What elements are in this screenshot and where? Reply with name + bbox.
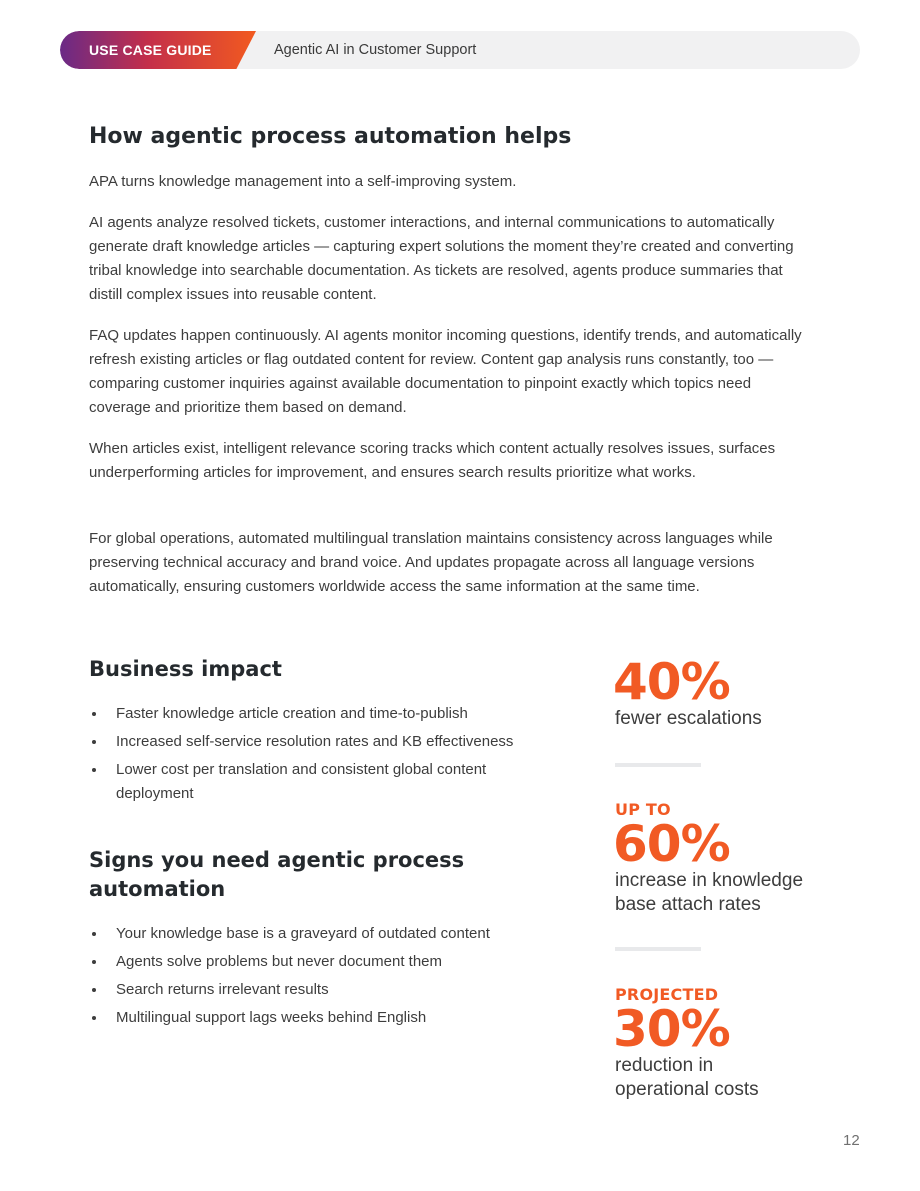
list-item: Multilingual support lags weeks behind English [89,1006,569,1030]
header-bar [60,31,860,69]
section-heading-apa: How agentic process automation helps [89,124,572,149]
paragraph-articles: AI agents analyze resolved tickets, customer interactions, and internal communications to automatically generate draft knowledge articles — capturing expert solutions the moment they’re created and converting tribal knowledge into searchable documentation. As tickets are resolved, agents produce summaries that distill complex issues into reusable content. [89,214,794,303]
list-item: Lower cost per translation and consistent global content deployment [89,758,549,806]
section-heading-impact: Business impact [89,657,282,681]
list-item: Faster knowledge article creation and time-to-publish [89,702,569,726]
signs-list [89,922,569,1034]
stat-value-attach: 60% [613,815,730,873]
list-item: Your knowledge base is a graveyard of outdated content [89,922,569,946]
paragraph-relevance: When articles exist, intelligent relevance scoring tracks which content actually resolves issues, surfaces underperforming articles for improvement, and ensures search results prioritize what works. [89,440,776,481]
guide-tag-label: USE CASE GUIDE [89,42,212,58]
stat-description-costs: reduction in operational costs [615,1055,759,1100]
impact-list [89,702,569,810]
section-heading-signs: Signs you need agentic process automation [89,848,465,901]
paragraph-faq: FAQ updates happen continuously. AI agents monitor incoming questions, identify trends, and automatically refresh existing articles or flag outdated content for review. Content gap analysis runs constantly, too — comparing customer inquiries against available documentation to pinpoint exactly which topics need coverage and prioritize them based on demand. [89,327,802,416]
stat-prefix-costs: PROJECTED [615,985,719,1004]
list-item: Increased self-service resolution rates and KB effectiveness [89,730,569,754]
stat-prefix-attach: UP TO [615,800,671,819]
paragraph-intro: APA turns knowledge management into a self-improving system. [89,173,517,190]
stat-value-escalations: 40% [613,653,730,711]
document-title: Agentic AI in Customer Support [274,42,477,58]
stat-description-escalations: fewer escalations [615,708,762,729]
stat-divider [615,947,701,951]
page-number: 12 [843,1132,860,1149]
stat-description-attach: increase in knowledge base attach rates [615,870,804,915]
list-item: Agents solve problems but never document them [89,950,569,974]
stat-divider [615,763,701,767]
stat-value-costs: 30% [613,1000,730,1058]
list-item: Search returns irrelevant results [89,978,569,1002]
paragraph-multilingual: For global operations, automated multilingual translation maintains consistency across languages while preserving technical accuracy and brand voice. And updates propagate across all language versions automatically, ensuring customers worldwide access the same information at the same time. [89,530,773,595]
